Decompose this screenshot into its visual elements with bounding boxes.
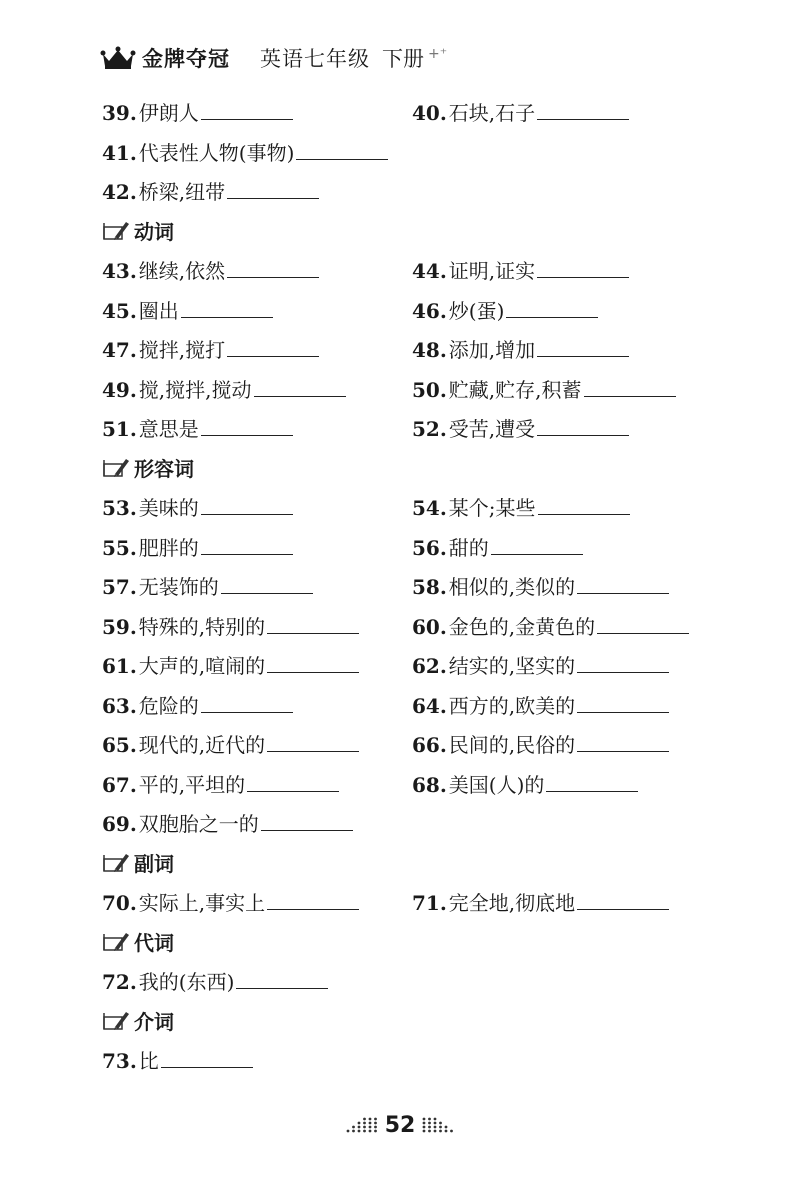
item-prompt: 特殊的,特别的 <box>138 614 266 639</box>
vocab-row <box>102 764 742 804</box>
ornament-dot <box>363 1122 366 1125</box>
volume-label: 下册 <box>382 47 424 71</box>
section-label: 形容词 <box>134 456 194 481</box>
item-number: 59. <box>102 614 137 639</box>
section-heading <box>102 843 742 883</box>
ornament-dot <box>434 1122 437 1125</box>
item-number: 45. <box>102 298 137 323</box>
item-prompt: 双胞胎之一的 <box>138 812 259 837</box>
item-number: 48. <box>412 338 447 363</box>
item-prompt: 比 <box>138 1049 159 1074</box>
ornament-dot <box>363 1130 366 1133</box>
answer-blank[interactable] <box>201 513 293 515</box>
item-prompt: 西方的,欧美的 <box>448 693 576 718</box>
ornament-dot <box>439 1122 442 1125</box>
item-prompt: 搅,搅拌,搅动 <box>138 377 252 402</box>
vocab-item <box>102 1045 412 1074</box>
vocab-item <box>102 611 412 640</box>
vocab-row <box>102 606 742 646</box>
ornament-dot <box>428 1126 431 1129</box>
ornament-dot <box>352 1130 355 1133</box>
item-number: 64. <box>412 693 447 718</box>
section-label: 动词 <box>134 219 174 244</box>
vocab-row <box>102 1040 742 1080</box>
ornament-dot <box>423 1130 426 1133</box>
vocab-item <box>102 492 412 521</box>
item-prompt: 证明,证实 <box>448 259 536 284</box>
answer-blank[interactable] <box>546 790 638 792</box>
answer-blank[interactable] <box>584 395 676 397</box>
item-prompt: 肥胖的 <box>138 535 199 560</box>
item-prompt: 炒(蛋) <box>448 298 505 323</box>
item-number: 71. <box>412 891 447 916</box>
vocab-item <box>102 571 412 600</box>
item-number: 69. <box>102 812 137 837</box>
vocab-row <box>102 408 742 448</box>
vocab-item <box>412 887 669 916</box>
item-number: 46. <box>412 298 447 323</box>
section-label: 介词 <box>134 1009 174 1034</box>
ornament-dot <box>368 1130 371 1133</box>
item-number: 54. <box>412 496 447 521</box>
ornament-dot <box>363 1118 366 1121</box>
item-prompt: 民间的,民俗的 <box>448 733 576 758</box>
item-prompt: 代表性人物(事物) <box>138 140 295 165</box>
ornament-dot <box>439 1126 442 1129</box>
page-number: 52 <box>384 1112 416 1138</box>
item-number: 58. <box>412 575 447 600</box>
item-prompt: 金色的,金黄色的 <box>448 614 596 639</box>
item-prompt: 某个;某些 <box>448 496 536 521</box>
ornament-dot <box>428 1118 431 1121</box>
ornament-dot <box>428 1130 431 1133</box>
answer-blank[interactable] <box>201 711 293 713</box>
vocab-item <box>102 650 412 679</box>
exercise-list <box>102 92 742 1080</box>
ornament-dot <box>374 1126 377 1129</box>
answer-blank[interactable] <box>221 592 313 594</box>
answer-blank[interactable] <box>201 434 293 436</box>
answer-blank[interactable] <box>296 158 388 160</box>
item-number: 72. <box>102 970 137 995</box>
ornament-dot <box>346 1130 349 1133</box>
ornament-dot <box>374 1118 377 1121</box>
ornament-dot <box>368 1126 371 1129</box>
item-number: 51. <box>102 417 137 442</box>
vocab-row <box>102 171 742 211</box>
vocab-item <box>102 729 412 758</box>
item-number: 52. <box>412 417 447 442</box>
item-prompt: 相似的,类似的 <box>448 575 576 600</box>
answer-blank[interactable] <box>577 750 669 752</box>
item-prompt: 无装饰的 <box>138 575 219 600</box>
answer-blank[interactable] <box>537 118 629 120</box>
vocab-item <box>102 769 412 798</box>
brand-title: 金牌夺冠 <box>142 47 230 71</box>
ornament-dot <box>363 1126 366 1129</box>
item-number: 62. <box>412 654 447 679</box>
item-prompt: 美国(人)的 <box>448 772 545 797</box>
answer-blank[interactable] <box>201 553 293 555</box>
answer-blank[interactable] <box>577 908 669 910</box>
item-number: 57. <box>102 575 137 600</box>
item-number: 53. <box>102 496 137 521</box>
vocab-item <box>412 374 676 403</box>
answer-blank[interactable] <box>491 553 583 555</box>
vocab-item <box>412 413 629 442</box>
vocab-item <box>102 966 412 995</box>
vocab-item <box>412 769 638 798</box>
answer-blank[interactable] <box>247 790 339 792</box>
answer-blank[interactable] <box>538 513 630 515</box>
answer-blank[interactable] <box>537 434 629 436</box>
book-title: 英语七年级 <box>260 47 370 71</box>
ornament-dot <box>357 1126 360 1129</box>
item-number: 65. <box>102 733 137 758</box>
answer-blank[interactable] <box>254 395 346 397</box>
page-header <box>100 38 447 78</box>
vocab-row <box>102 803 742 843</box>
vocab-item <box>102 255 412 284</box>
ornament-dot <box>374 1122 377 1125</box>
vocab-row <box>102 132 742 172</box>
vocab-row <box>102 566 742 606</box>
ornament-dot <box>374 1130 377 1133</box>
dots-ornament-left-icon <box>345 1116 379 1134</box>
item-prompt: 受苦,遭受 <box>448 417 536 442</box>
ornament-dot <box>368 1122 371 1125</box>
vocab-item <box>412 690 669 719</box>
item-number: 68. <box>412 772 447 797</box>
item-prompt: 石块,石子 <box>448 101 536 126</box>
answer-blank[interactable] <box>267 750 359 752</box>
item-prompt: 搅拌,搅打 <box>138 338 226 363</box>
notebook-pen-icon <box>102 456 132 478</box>
answer-blank[interactable] <box>577 671 669 673</box>
vocab-row <box>102 685 742 725</box>
answer-blank[interactable] <box>506 316 598 318</box>
page-footer <box>0 1110 800 1140</box>
item-prompt: 危险的 <box>138 693 199 718</box>
vocab-row <box>102 527 742 567</box>
item-number: 55. <box>102 535 137 560</box>
answer-blank[interactable] <box>161 1066 253 1068</box>
ornament-dot <box>357 1130 360 1133</box>
ornament-dot <box>368 1118 371 1121</box>
vocab-item <box>102 690 412 719</box>
vocab-row <box>102 882 742 922</box>
item-number: 61. <box>102 654 137 679</box>
answer-blank[interactable] <box>537 276 629 278</box>
item-number: 49. <box>102 377 137 402</box>
section-heading <box>102 211 742 251</box>
item-number: 40. <box>412 101 447 126</box>
vocab-item <box>102 808 412 837</box>
section-label: 副词 <box>134 851 174 876</box>
item-prompt: 意思是 <box>138 417 199 442</box>
vocab-item <box>412 611 689 640</box>
ornament-dot <box>450 1130 453 1133</box>
item-prompt: 甜的 <box>448 535 489 560</box>
ornament-dot <box>445 1130 448 1133</box>
answer-blank[interactable] <box>181 316 273 318</box>
item-prompt: 桥梁,纽带 <box>138 180 226 205</box>
vocab-row <box>102 329 742 369</box>
vocab-row <box>102 250 742 290</box>
notebook-pen-icon <box>102 851 132 873</box>
vocab-row <box>102 724 742 764</box>
notebook-pen-icon <box>102 1009 132 1031</box>
vocab-item <box>412 650 669 679</box>
notebook-pen-icon <box>102 219 132 241</box>
vocab-row <box>102 645 742 685</box>
ornament-dot <box>428 1122 431 1125</box>
item-number: 50. <box>412 377 447 402</box>
item-prompt: 结实的,坚实的 <box>448 654 576 679</box>
item-number: 70. <box>102 891 137 916</box>
item-prompt: 贮藏,贮存,积蓄 <box>448 377 582 402</box>
item-number: 44. <box>412 259 447 284</box>
answer-blank[interactable] <box>577 592 669 594</box>
answer-blank[interactable] <box>577 711 669 713</box>
vocab-item <box>412 492 630 521</box>
item-prompt: 继续,依然 <box>138 259 226 284</box>
ornament-dot <box>423 1118 426 1121</box>
ornament-dot <box>434 1126 437 1129</box>
answer-blank[interactable] <box>267 908 359 910</box>
ornament-dot <box>434 1118 437 1121</box>
item-number: 56. <box>412 535 447 560</box>
vocab-item <box>412 334 629 363</box>
answer-blank[interactable] <box>227 276 319 278</box>
item-prompt: 平的,平坦的 <box>138 772 246 797</box>
section-heading <box>102 448 742 488</box>
vocab-item <box>102 137 412 166</box>
vocab-row <box>102 961 742 1001</box>
item-number: 39. <box>102 101 137 126</box>
vocab-item <box>412 729 669 758</box>
item-prompt: 圈出 <box>138 298 179 323</box>
item-number: 63. <box>102 693 137 718</box>
answer-blank[interactable] <box>201 118 293 120</box>
ornament-dot <box>445 1126 448 1129</box>
answer-blank[interactable] <box>267 671 359 673</box>
answer-blank[interactable] <box>227 355 319 357</box>
vocab-item <box>412 532 583 561</box>
ornament-dot <box>357 1122 360 1125</box>
section-label: 代词 <box>134 930 174 955</box>
item-prompt: 实际上,事实上 <box>138 891 266 916</box>
ornament-dot <box>352 1126 355 1129</box>
item-number: 73. <box>102 1049 137 1074</box>
crown-icon <box>100 46 136 70</box>
item-prompt: 添加,增加 <box>448 338 536 363</box>
vocab-item <box>412 571 669 600</box>
vocab-item <box>102 97 412 126</box>
item-prompt: 伊朗人 <box>138 101 199 126</box>
vocab-row <box>102 290 742 330</box>
item-number: 41. <box>102 140 137 165</box>
vocab-item <box>102 413 412 442</box>
item-prompt: 大声的,喧闹的 <box>138 654 266 679</box>
item-number: 66. <box>412 733 447 758</box>
answer-blank[interactable] <box>267 632 359 634</box>
decorative-sparkle: +⁺ <box>428 46 448 62</box>
ornament-dot <box>423 1126 426 1129</box>
vocab-item <box>412 255 629 284</box>
answer-blank[interactable] <box>261 829 353 831</box>
vocab-item <box>102 334 412 363</box>
item-prompt: 美味的 <box>138 496 199 521</box>
item-number: 60. <box>412 614 447 639</box>
item-number: 42. <box>102 180 137 205</box>
notebook-pen-icon <box>102 930 132 952</box>
item-prompt: 现代的,近代的 <box>138 733 266 758</box>
vocab-item <box>102 295 412 324</box>
answer-blank[interactable] <box>227 197 319 199</box>
item-prompt: 我的(东西) <box>138 970 235 995</box>
section-heading <box>102 922 742 962</box>
vocab-row <box>102 369 742 409</box>
vocab-item <box>412 295 598 324</box>
item-prompt: 完全地,彻底地 <box>448 891 576 916</box>
answer-blank[interactable] <box>537 355 629 357</box>
ornament-dot <box>434 1130 437 1133</box>
answer-blank[interactable] <box>236 987 328 989</box>
vocab-item <box>102 887 412 916</box>
vocab-item <box>102 532 412 561</box>
vocab-row <box>102 92 742 132</box>
item-number: 67. <box>102 772 137 797</box>
section-heading <box>102 1001 742 1041</box>
dots-ornament-right-icon <box>421 1116 455 1134</box>
vocab-item <box>412 97 629 126</box>
ornament-dot <box>423 1122 426 1125</box>
vocab-row <box>102 487 742 527</box>
item-number: 43. <box>102 259 137 284</box>
vocab-item <box>102 374 412 403</box>
ornament-dot <box>439 1130 442 1133</box>
answer-blank[interactable] <box>597 632 689 634</box>
item-number: 47. <box>102 338 137 363</box>
vocab-item <box>102 176 412 205</box>
